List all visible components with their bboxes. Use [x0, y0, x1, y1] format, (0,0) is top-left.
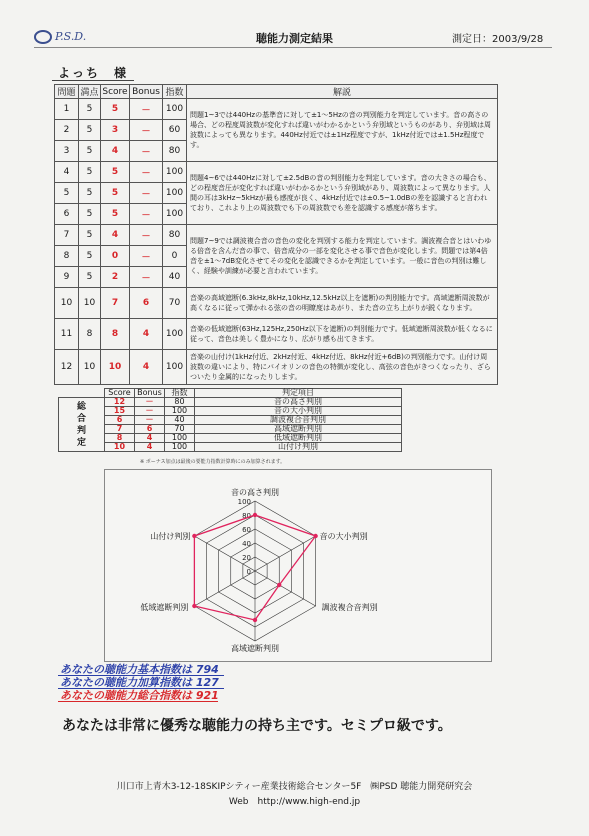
footer-address: 川口市上青木3-12-18SKIPシティー産業技術総合センター5F ㈱PSD 聴能力開発研究会 [116, 782, 473, 792]
full-score-cell: 5 [79, 267, 101, 288]
psd-logo [34, 30, 86, 44]
summary-bonus-cell: 4 [135, 434, 165, 443]
summary-bonus-cell: 4 [135, 443, 165, 452]
footer-web: Web http://www.high-end.jp [228, 797, 361, 807]
full-score-cell: 10 [79, 350, 101, 385]
bonus-cell: － [130, 141, 163, 162]
summary-index-cell: 100 [165, 407, 195, 416]
summary-row [59, 398, 402, 407]
radar-chart [105, 470, 491, 661]
summary-table [58, 388, 402, 452]
summary-score-cell: 12 [105, 398, 135, 407]
index-cell: 70 [163, 288, 187, 319]
summary-bonus-cell: － [135, 416, 165, 425]
bonus-cell: 6 [130, 288, 163, 319]
summary-label-char: 合 [76, 413, 86, 424]
summary-row [59, 407, 402, 416]
summary-row [59, 434, 402, 443]
question-cell: 1 [55, 99, 79, 120]
radar-point [277, 583, 281, 587]
question-cell: 10 [55, 288, 79, 319]
explanation-cell: 問題1~3では440Hzの基準音に対して±1～5Hzの音の判別能力を判定しています。音の高さの場合、どの程度周波数が変化すれば違いがわかるかという弁別域というものがあり、弁別域は周波数によっても異なります。440Hz付近では±1Hz程度ですが、1kHz付近では±1.5Hz程度です。 [187, 99, 498, 162]
score-cell: 10 [101, 350, 130, 385]
basic-index: あなたの聴能力基本指数は 794 [60, 663, 219, 676]
index-cell: 100 [163, 204, 187, 225]
full-score-cell: 5 [79, 99, 101, 120]
col-question: 問題 [55, 85, 79, 99]
summary-row [59, 443, 402, 452]
radar-tick-label: 0 [246, 568, 251, 576]
radar-point [253, 618, 257, 622]
summary-item-cell: 低域遮断判別 [195, 434, 402, 443]
summary-corner [59, 389, 105, 398]
radar-spoke [255, 536, 316, 571]
question-cell: 7 [55, 225, 79, 246]
question-cell: 12 [55, 350, 79, 385]
bonus-cell: 4 [130, 350, 163, 385]
summary-index-cell: 80 [165, 398, 195, 407]
index-cell: 100 [163, 99, 187, 120]
explanation-cell: 音楽の山付け(1kHz付近、2kHz付近、4kHz付近、8kHz付近+6dB)の判別能力です。山付け周波数の違いにより、特にバイオリンの音色の特徴が変化し、高弦の音色がきつくなったり、ざらついたり金属的になったりします。 [187, 350, 498, 385]
col-explanation: 解説 [187, 85, 498, 99]
examinee-name: よっち 様 [58, 66, 129, 80]
name-underline [52, 80, 134, 81]
col-bonus: Bonus [130, 85, 163, 99]
score-cell: 5 [101, 162, 130, 183]
summary-index-cell: 100 [165, 434, 195, 443]
logo-text: P.S.D. [55, 30, 87, 43]
table-row [55, 99, 498, 120]
full-score-cell: 5 [79, 225, 101, 246]
radar-axis-label: 高域遮断判別 [231, 644, 279, 653]
explanation-cell: 問題7~9では調波複合音の音色の変化を判別する能力を判定しています。調波複合音とはいわゆる倍音を含んだ音の事で、倍音成分の一部を変化させる事で音色が変化します。問題では第4倍音を±1～7dB変化させてその変化を認識できるかを判定しています。一般に音色の判別は難しく、経験や訓練が必要と言われています。 [187, 225, 498, 288]
index-cell: 100 [163, 350, 187, 385]
radar-tick-label: 100 [237, 498, 251, 506]
full-score-cell: 5 [79, 141, 101, 162]
summary-item-cell: 高域遮断判別 [195, 425, 402, 434]
score-cell: 4 [101, 225, 130, 246]
page-title: 聴能力測定結果 [256, 32, 333, 45]
total-index: あなたの聴能力総合指数は 921 [60, 689, 219, 702]
header-divider [34, 47, 552, 48]
summary-col-index: 指数 [165, 389, 195, 398]
radar-axis-label: 音の高さ判別 [231, 488, 279, 497]
radar-axis-label: 山付け判別 [150, 532, 191, 541]
summary-col-score: Score [105, 389, 135, 398]
bonus-cell: － [130, 267, 163, 288]
bonus-footnote: ※ ボーナス加点は最後の要能力指数計算時にのみ加算されます。 [140, 459, 286, 465]
summary-row [59, 425, 402, 434]
radar-spoke [194, 571, 255, 606]
summary-col-item: 判定項目 [195, 389, 402, 398]
full-score-cell: 10 [79, 288, 101, 319]
col-index: 指数 [163, 85, 187, 99]
results-header-row [55, 85, 498, 99]
radar-tick-label: 80 [242, 512, 251, 520]
score-cell: 0 [101, 246, 130, 267]
full-score-cell: 5 [79, 204, 101, 225]
summary-row [59, 416, 402, 425]
bonus-cell: － [130, 183, 163, 204]
summary-label-char: 総 [76, 401, 86, 412]
summary-bonus-cell: 6 [135, 425, 165, 434]
col-full: 満点 [79, 85, 101, 99]
radar-axis-label: 低域遮断判別 [140, 603, 189, 612]
summary-label-char: 判 [76, 425, 86, 436]
full-score-cell: 5 [79, 183, 101, 204]
question-cell: 2 [55, 120, 79, 141]
table-row [55, 225, 498, 246]
results-table [54, 84, 498, 385]
index-cell: 100 [163, 319, 187, 350]
summary-label-char: 定 [76, 437, 86, 448]
bonus-cell: － [130, 99, 163, 120]
index-cell: 80 [163, 225, 187, 246]
summary-index-cell: 40 [165, 416, 195, 425]
radar-tick-label: 60 [242, 526, 251, 534]
explanation-cell: 問題4~6では440Hzに対して±2.5dBの音の判別能力を判定しています。音の大きさの場合も、どの程度音圧が変化すれば違いがわかるかという弁別域があり、周波数によって異なります。人間の耳は3kHz~5kHzが最も感度が良く、4kHz付近では±0.5~1.0dBの差を認識すると言われており、これより上の周波数でも下の周波数でも差を認識する感度が落ちます。 [187, 162, 498, 225]
full-score-cell: 5 [79, 246, 101, 267]
summary-score-cell: 8 [105, 434, 135, 443]
bonus-cell: － [130, 225, 163, 246]
index-cell: 100 [163, 183, 187, 204]
radar-point [192, 604, 196, 608]
summary-item-cell: 音の大小判別 [195, 407, 402, 416]
index-cell: 40 [163, 267, 187, 288]
summary-bonus-cell: － [135, 398, 165, 407]
radar-axis-label: 音の大小判別 [319, 532, 368, 541]
table-row [55, 319, 498, 350]
question-cell: 6 [55, 204, 79, 225]
question-cell: 9 [55, 267, 79, 288]
index-cell: 80 [163, 141, 187, 162]
score-cell: 3 [101, 120, 130, 141]
radar-axis-label: 調波複合音判別 [321, 603, 378, 612]
bonus-cell: － [130, 120, 163, 141]
index-cell: 100 [163, 162, 187, 183]
radar-chart-box [104, 469, 492, 662]
full-score-cell: 8 [79, 319, 101, 350]
bonus-cell: － [130, 246, 163, 267]
summary-label [59, 398, 105, 452]
radar-tick-label: 40 [242, 540, 251, 548]
question-cell: 11 [55, 319, 79, 350]
full-score-cell: 5 [79, 120, 101, 141]
score-cell: 5 [101, 99, 130, 120]
verdict: あなたは非常に優秀な聴能力の持ち主です。セミプロ級です。 [62, 718, 452, 734]
score-cell: 7 [101, 288, 130, 319]
bonus-index: あなたの聴能力加算指数は 127 [60, 676, 219, 689]
logo-mark-icon [34, 30, 52, 44]
summary-score-cell: 15 [105, 407, 135, 416]
radar-point [313, 534, 317, 538]
explanation-cell: 音楽の低域遮断(63Hz,125Hz,250Hz以下を遮断)の判別能力です。低域遮断周波数が低くなるに従って、音色は美しく豊かになり、広がり感も出てきます。 [187, 319, 498, 350]
radar-tick-label: 20 [242, 554, 251, 562]
score-cell: 8 [101, 319, 130, 350]
index-cell: 0 [163, 246, 187, 267]
summary-bonus-cell: － [135, 407, 165, 416]
summary-item-cell: 音の高さ判別 [195, 398, 402, 407]
score-cell: 5 [101, 183, 130, 204]
score-cell: 2 [101, 267, 130, 288]
question-cell: 3 [55, 141, 79, 162]
summary-score-cell: 7 [105, 425, 135, 434]
question-cell: 5 [55, 183, 79, 204]
table-row [55, 350, 498, 385]
explanation-cell: 音楽の高域遮断(6.3kHz,8kHz,10kHz,12.5kHz以上を遮断)の判別能力です。高域遮断周波数が高くなるに従って弾かれる弦の音の明瞭度はあがり、また音の立ち上がりが鋭くなります。 [187, 288, 498, 319]
full-score-cell: 5 [79, 162, 101, 183]
summary-score-cell: 6 [105, 416, 135, 425]
total-index-underline [58, 701, 218, 702]
bonus-cell: － [130, 204, 163, 225]
summary-col-bonus: Bonus [135, 389, 165, 398]
table-row [55, 162, 498, 183]
bonus-cell: 4 [130, 319, 163, 350]
bonus-cell: － [130, 162, 163, 183]
score-cell: 5 [101, 204, 130, 225]
summary-index-cell: 100 [165, 443, 195, 452]
summary-index-cell: 70 [165, 425, 195, 434]
summary-item-cell: 調波複合音判別 [195, 416, 402, 425]
summary-body [59, 398, 402, 452]
score-cell: 4 [101, 141, 130, 162]
radar-point [253, 513, 257, 517]
summary-header-row [59, 389, 402, 398]
summary-score-cell: 10 [105, 443, 135, 452]
index-cell: 60 [163, 120, 187, 141]
results-body [55, 99, 498, 385]
measurement-date: 測定日：2003/9/28 [452, 34, 544, 45]
question-cell: 8 [55, 246, 79, 267]
table-row [55, 288, 498, 319]
radar-point [192, 534, 196, 538]
summary-item-cell: 山付け判別 [195, 443, 402, 452]
question-cell: 4 [55, 162, 79, 183]
col-score: Score [102, 86, 128, 97]
